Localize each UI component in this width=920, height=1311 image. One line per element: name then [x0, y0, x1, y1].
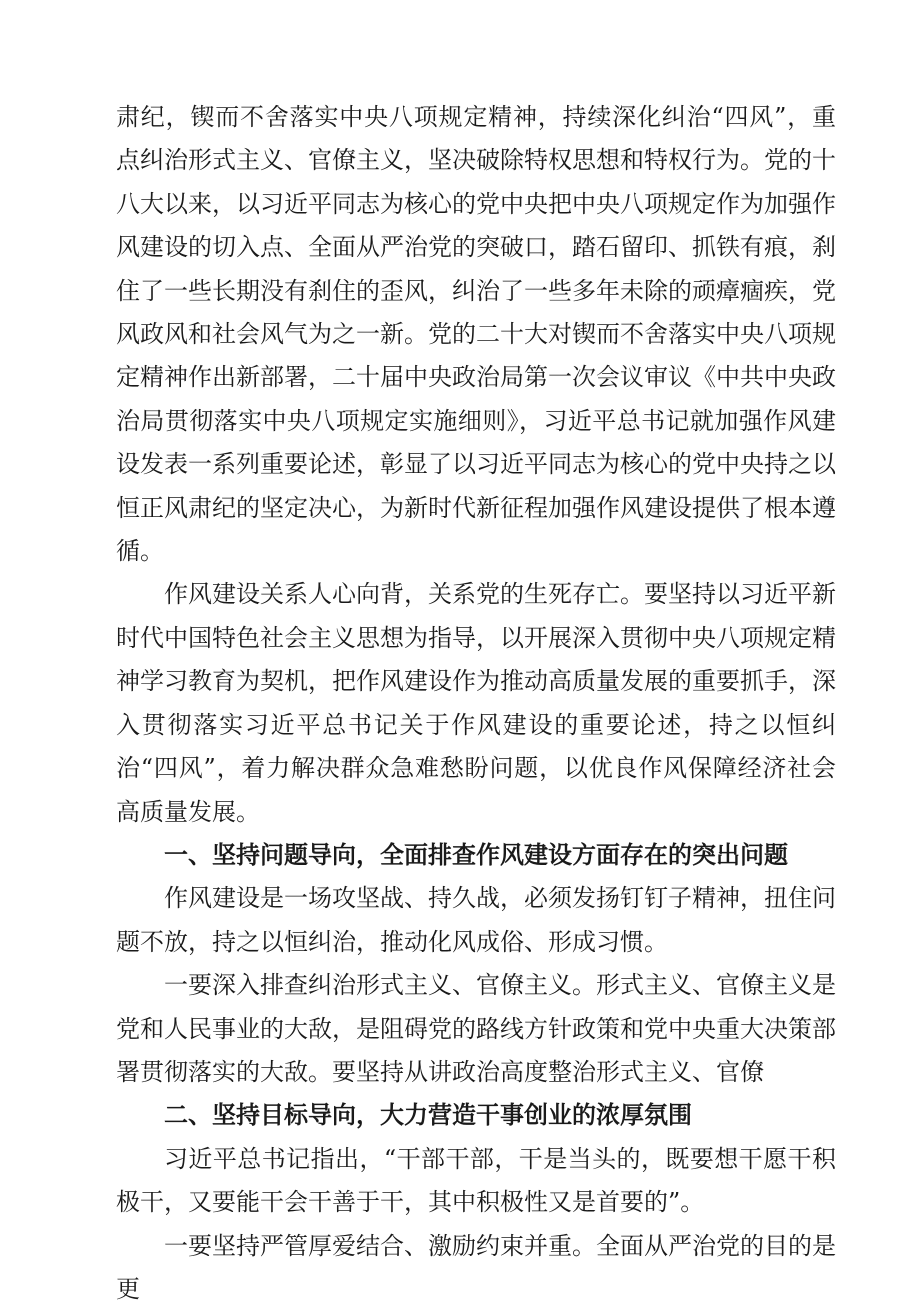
paragraph-2: 作风建设关系人心向背，关系党的生死存亡。要坚持以习近平新时代中国特色社会主义思想为指导，以开展深入贯彻中央八项规定精神学习教育为契机，把作风建设作为推动高质量发展的重要抓手，深入贯彻落实习近平总书记关于作风建设的重要论述，持之以恒纠治“四风”，着力解决群众急难愁盼问题，以优良作风保障经济社会高质量发展。 — [116, 580, 836, 826]
paragraph-6: 一要坚持严管厚爱结合、激励约束并重。全面从严治党的目的是更 — [116, 1231, 836, 1303]
document-body — [116, 96, 836, 1311]
section-heading-2: 二、坚持目标导向，大力营造干事创业的浓厚氛围 — [164, 1101, 692, 1130]
paragraph-3: 作风建设是一场攻坚战、持久战，必须发扬钉钉子精神，扭住问题不放，持之以恒纠治，推动化风成俗、形成习惯。 — [116, 884, 836, 956]
section-heading-1: 一、坚持问题导向，全面排查作风建设方面存在的突出问题 — [164, 840, 788, 869]
paragraph-1: 肃纪，锲而不舍落实中央八项规定精神，持续深化纠治“四风”，重点纠治形式主义、官僚主义，坚决破除特权思想和特权行为。党的十八大以来，以习近平同志为核心的党中央把中央八项规定作为加强作风建设的切入点、全面从严治党的突破口，踏石留印、抓铁有痕，刹住了一些长期没有刹住的歪风，纠治了一些多年未除的顽瘴痼疾，党风政风和社会风气为之一新。党的二十大对锲而不舍落实中央八项规定精神作出新部署，二十届中央政治局第一次会议审议《中共中央政治局贯彻落实中央八项规定实施细则》，习近平总书记就加强作风建设发表一系列重要论述，彰显了以习近平同志为核心的党中央持之以恒正风肃纪的坚定决心，为新时代新征程加强作风建设提供了根本遵循。 — [116, 103, 836, 566]
paragraph-4: 一要深入排查纠治形式主义、官僚主义。形式主义、官僚主义是党和人民事业的大敌，是阻碍党的路线方针政策和党中央重大决策部署贯彻落实的大敌。要坚持从讲政治高度整治形式主义、官僚 — [116, 971, 836, 1086]
paragraph-5: 习近平总书记指出，“干部干部，干是当头的，既要想干愿干积极干，又要能干会干善于干，其中积极性又是首要的”。 — [116, 1144, 836, 1217]
